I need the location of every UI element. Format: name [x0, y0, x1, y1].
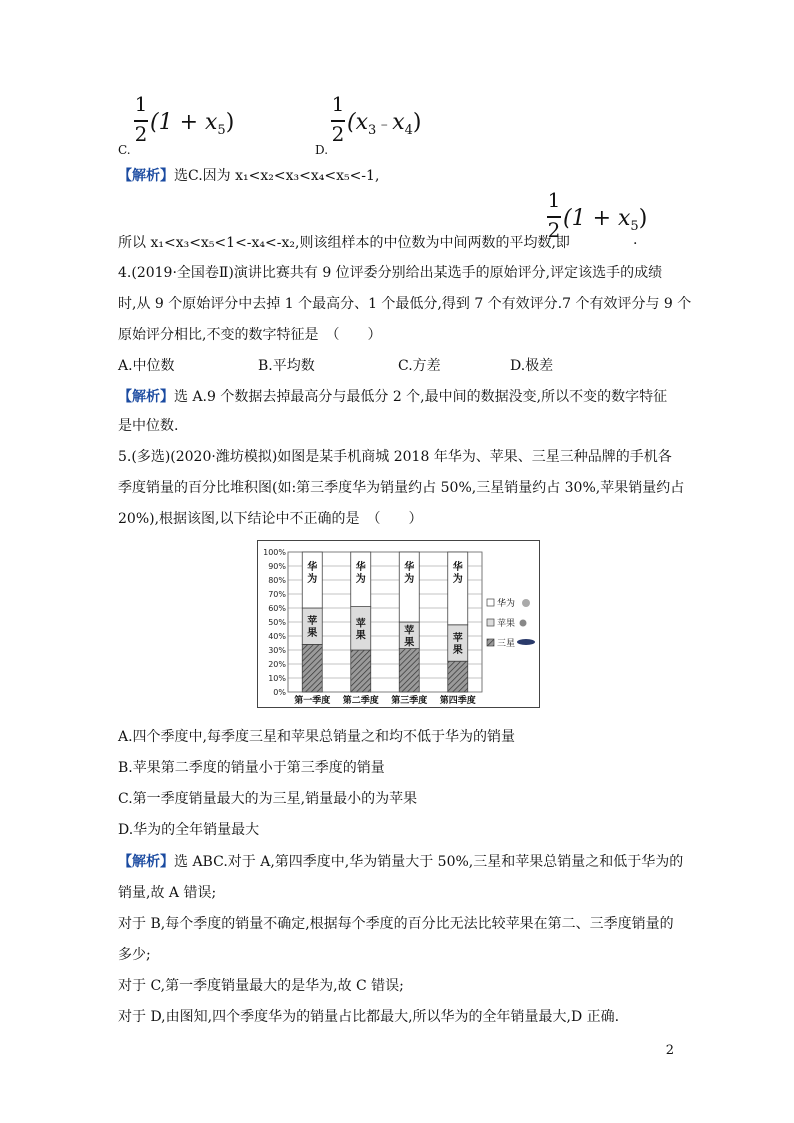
q4-solution-line2: 是中位数.: [118, 418, 179, 434]
fraction-numerator: 1: [547, 188, 561, 212]
q4-solution-line1: [118, 387, 667, 407]
legend-label: 三星: [497, 639, 516, 649]
q4-line1: 4.(2019·全国卷Ⅱ)演讲比赛共有 9 位评委分别给出某选手的原始评分,评定该选手的成绩: [118, 265, 663, 281]
bar-segment-三星: [448, 661, 468, 692]
y-tick-label: 20%: [268, 660, 286, 669]
y-tick-label: 100%: [263, 548, 286, 557]
fraction-denominator: 2: [331, 122, 345, 146]
solution-tag: 【解析】: [118, 389, 174, 405]
q3-solution-line2: [118, 233, 570, 253]
bar-segment-三星: [351, 650, 371, 692]
expr-subscript-b: 4: [404, 123, 413, 138]
q5-line3: 20%),根据该图,以下结论中不正确的是 （ ）: [118, 511, 423, 527]
legend-label: 苹果: [497, 619, 516, 629]
q3-solution-line1: [118, 166, 379, 186]
solution-text: 所以 x₁<x₃<x₅<1<-x₄<-x₂,则该组样本的中位数为中间两数的平均数,即: [118, 235, 570, 251]
bar-segment-label: 华: [404, 562, 415, 573]
legend-label: 华为: [497, 599, 516, 609]
fraction-numerator: 1: [331, 92, 345, 116]
solution-text: 选 A.9 个数据去掉最高分与最低分 2 个,最中间的数据没变,所以不变的数字特征: [174, 389, 668, 405]
expr-subscript: 5: [217, 123, 226, 138]
fraction-expression: [150, 110, 234, 138]
expr-text: (1 + x: [150, 110, 218, 135]
bar-segment-label: 苹: [307, 616, 318, 628]
q5-solution-line4: 多少;: [118, 947, 151, 963]
bar-segment-label: 果: [404, 637, 415, 649]
q4-option-b: B.平均数: [258, 358, 315, 374]
q5-solution-line6: 对于 D,由图知,四个季度华为的销量占比都最大,所以华为的全年销量最大,D 正确.: [118, 1009, 620, 1025]
option-c-label: C.: [118, 143, 131, 157]
bar-segment-label: 为: [452, 574, 463, 585]
solution-text: 选 ABC.对于 A,第四季度中,华为销量大于 50%,三星和苹果总销量之和低于华为的: [174, 854, 684, 870]
bar-segment-label: 华: [307, 562, 318, 573]
q5-solution-line3: 对于 B,每个季度的销量不确定,根据每个季度的百分比无法比较苹果在第二、三季度销量的: [118, 916, 674, 932]
option-d-label: D.: [315, 143, 329, 157]
solution-tag: 【解析】: [118, 854, 174, 870]
y-tick-label: 0%: [273, 688, 286, 697]
solution-tag: 【解析】: [118, 168, 174, 184]
option-d: [315, 90, 475, 160]
solution-text: 选C.因为 x₁<x₂<x₃<x₄<x₅<-1,: [174, 168, 380, 184]
x-category-label: 第三季度: [391, 696, 428, 706]
y-tick-label: 90%: [268, 562, 286, 571]
bar-segment-三星: [399, 649, 419, 692]
q5-line2: 季度销量的百分比堆积图(如:第三季度华为销量约占 50%,三星销量约占 30%,苹果销量约占: [118, 480, 685, 496]
q4-line2: 时,从 9 个原始评分中去掉 1 个最高分、1 个最低分,得到 7 个有效评分.7 个有效评分与 9 个: [118, 296, 692, 312]
y-tick-label: 50%: [268, 618, 286, 627]
expr-subscript: 5: [630, 219, 639, 234]
bar-segment-label: 果: [452, 645, 463, 656]
q5-solution-line2: 销量,故 A 错误;: [118, 885, 217, 901]
bar-segment-label: 苹: [452, 633, 463, 644]
q5-option-d: D.华为的全年销量最大: [118, 822, 260, 838]
huawei-logo-icon: [522, 599, 530, 607]
expr-close: ): [412, 110, 422, 135]
q5-option-b: B.苹果第二季度的销量小于第三季度的销量: [118, 760, 385, 776]
samsung-logo-icon: [517, 639, 535, 645]
bar-segment-label: 华: [355, 562, 366, 573]
y-tick-label: 30%: [268, 646, 286, 655]
chart-svg: [258, 541, 539, 707]
fraction-denominator: 2: [134, 122, 148, 146]
expr-minus: –: [376, 117, 393, 133]
y-tick-label: 80%: [268, 576, 286, 585]
bar-segment-label: 苹: [355, 618, 366, 630]
y-tick-label: 40%: [268, 632, 286, 641]
legend-swatch: [487, 639, 494, 646]
page-number: 2: [665, 1043, 674, 1058]
option-c: [118, 90, 268, 160]
q4-option-c: C.方差: [398, 358, 441, 374]
fraction-expression: [563, 206, 647, 234]
bar-segment-label: 华: [452, 562, 463, 573]
q5-line1: 5.(多选)(2020·潍坊模拟)如图是某手机商城 2018 年华为、苹果、三星三种品牌的手机各: [118, 449, 672, 465]
legend-swatch: [487, 619, 494, 626]
bar-segment-label: 为: [404, 574, 415, 585]
bar-segment-label: 果: [307, 628, 318, 640]
fraction-expression: [347, 110, 421, 138]
end-dot: .: [633, 232, 638, 248]
y-tick-label: 10%: [268, 674, 286, 683]
q5-option-c: C.第一季度销量最大的为三星,销量最小的为苹果: [118, 791, 418, 807]
q5-solution-line5: 对于 C,第一季度销量最大的是华为,故 C 错误;: [118, 978, 404, 994]
x-category-label: 第四季度: [439, 696, 476, 706]
y-tick-label: 60%: [268, 604, 286, 613]
bar-segment-label: 果: [355, 630, 366, 642]
x-category-label: 第一季度: [294, 696, 331, 706]
q4-option-d: D.极差: [510, 358, 554, 374]
expr-text-a: (x: [347, 110, 368, 135]
q4-line3: 原始评分相比,不变的数字特征是 （ ）: [118, 327, 382, 343]
y-tick-label: 70%: [268, 590, 286, 599]
legend-swatch: [487, 599, 494, 606]
bar-segment-label: 苹: [404, 625, 415, 637]
q5-solution-line1: [118, 852, 683, 872]
expr-text-b: x: [392, 110, 405, 135]
stacked-bar-chart: [257, 540, 540, 708]
x-category-label: 第二季度: [342, 696, 379, 706]
q4-option-a: A.中位数: [118, 358, 175, 374]
bar-segment-label: 为: [307, 574, 318, 585]
bar-segment-三星: [302, 644, 322, 692]
fraction-numerator: 1: [134, 92, 148, 116]
apple-logo-icon: [520, 620, 527, 627]
fraction-denominator: 2: [547, 218, 561, 242]
expr-close: ): [225, 110, 235, 135]
expr-text: (1 + x: [563, 206, 631, 231]
bar-segment-label: 为: [355, 574, 366, 585]
expr-subscript-a: 3: [368, 123, 377, 138]
expr-close: ): [638, 206, 648, 231]
q5-option-a: A.四个季度中,每季度三星和苹果总销量之和均不低于华为的销量: [118, 729, 516, 745]
